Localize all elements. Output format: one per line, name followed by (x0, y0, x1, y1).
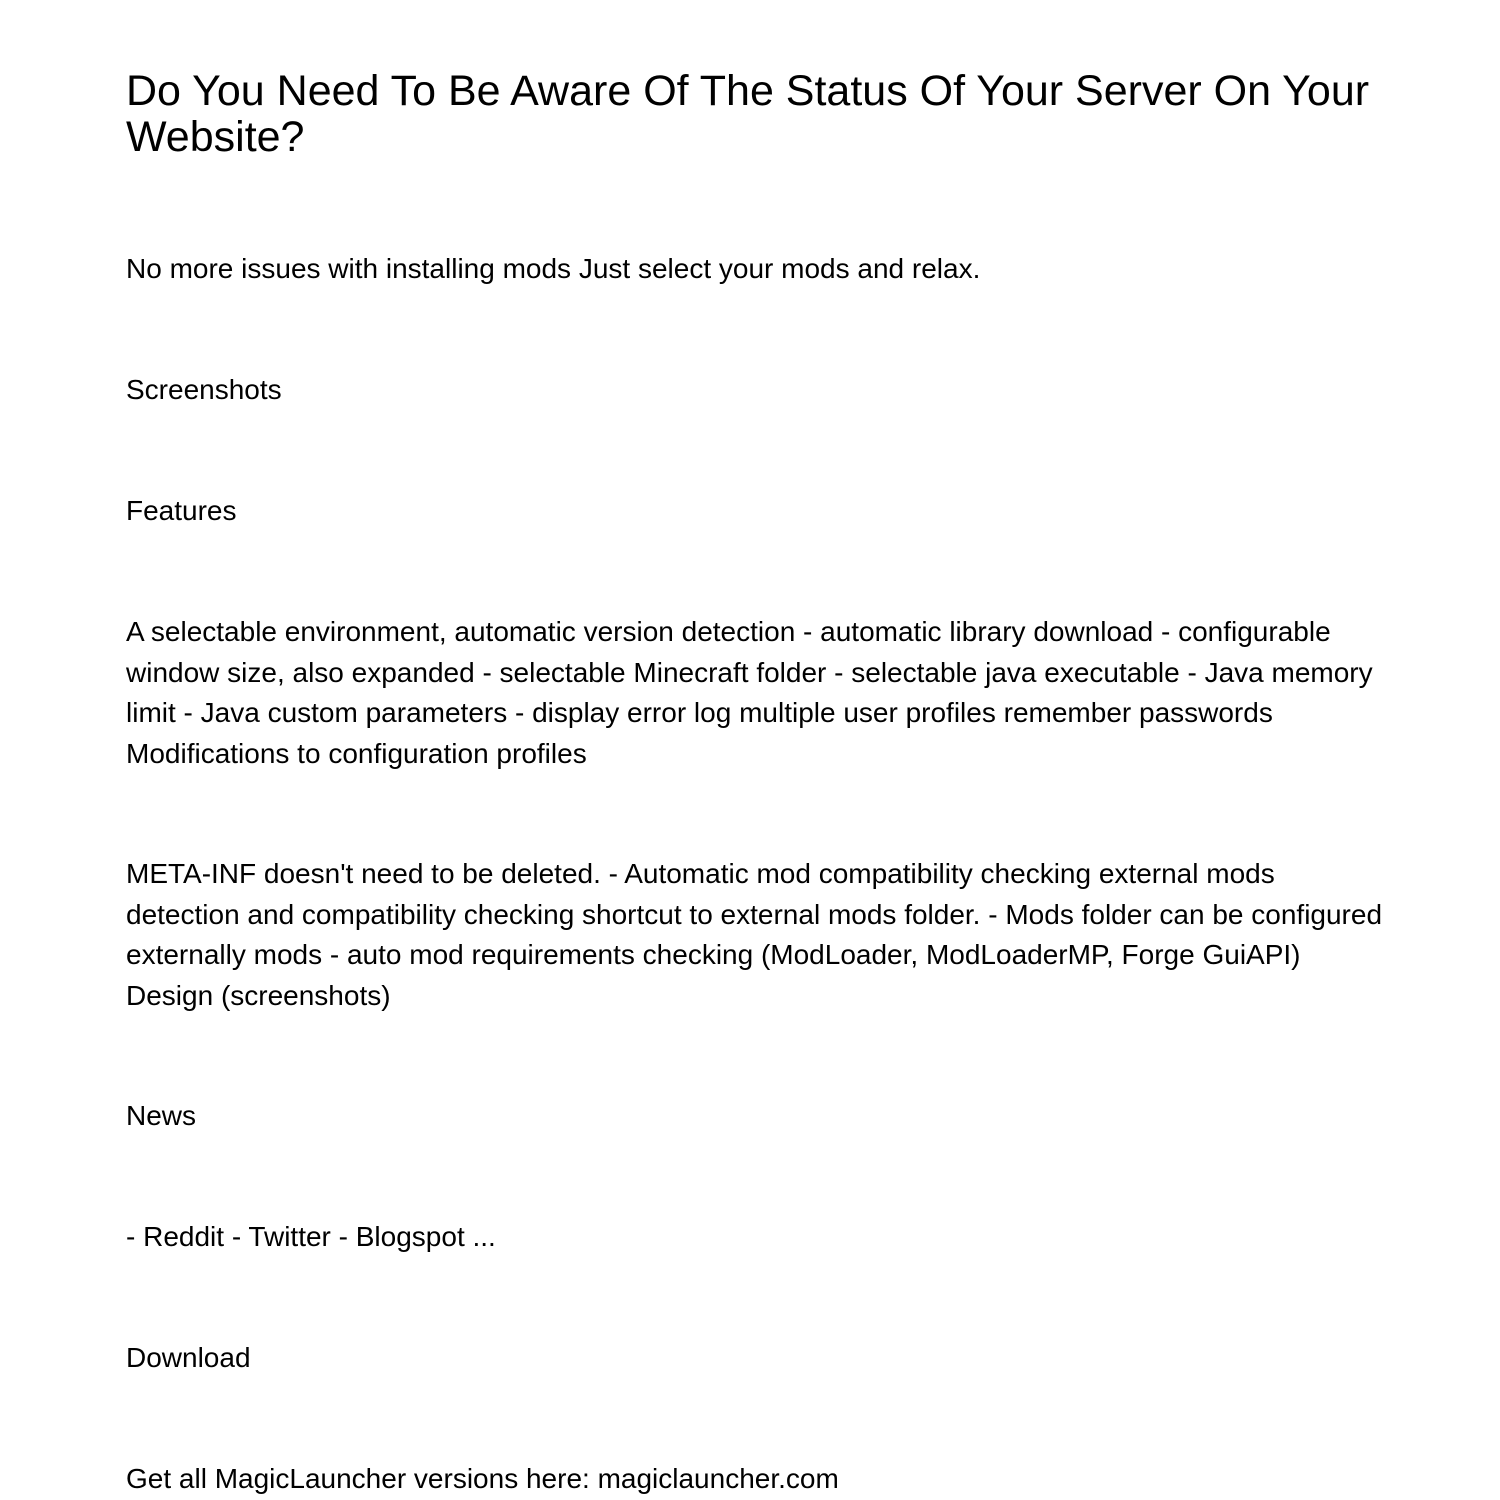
section-heading-features: Features (126, 495, 237, 526)
section-heading-news: News (126, 1100, 197, 1131)
features-paragraph: A selectable environment, automatic version detection - automatic library download - configurable window size, also expanded - selectable Minecraft folder - selectable java executable - Java memory limit - Java custom parameters - display error log multiple user profiles remember passwords Modifications to configuration profiles (126, 616, 1373, 769)
section-heading-screenshots: Screenshots (126, 374, 282, 405)
page-title: Do You Need To Be Aware Of The Status Of Your Server On Your Website? (126, 67, 1370, 161)
news-links-paragraph: - Reddit - Twitter - Blogspot ... (126, 1221, 496, 1252)
download-paragraph: Get all MagicLauncher versions here: magiclauncher.com (126, 1463, 839, 1494)
mods-paragraph: META-INF doesn't need to be deleted. - Automatic mod compatibility checking external mods detection and compatibility checking shortcut to external mods folder. - Mods folder can be configured externally mods - auto mod requirements checking (ModLoader, ModLoaderMP, Forge GuiAPI) Design (screenshots) (126, 858, 1383, 1011)
section-heading-download: Download (126, 1342, 251, 1373)
intro-paragraph: No more issues with installing mods Just select your mods and relax. (126, 253, 981, 284)
